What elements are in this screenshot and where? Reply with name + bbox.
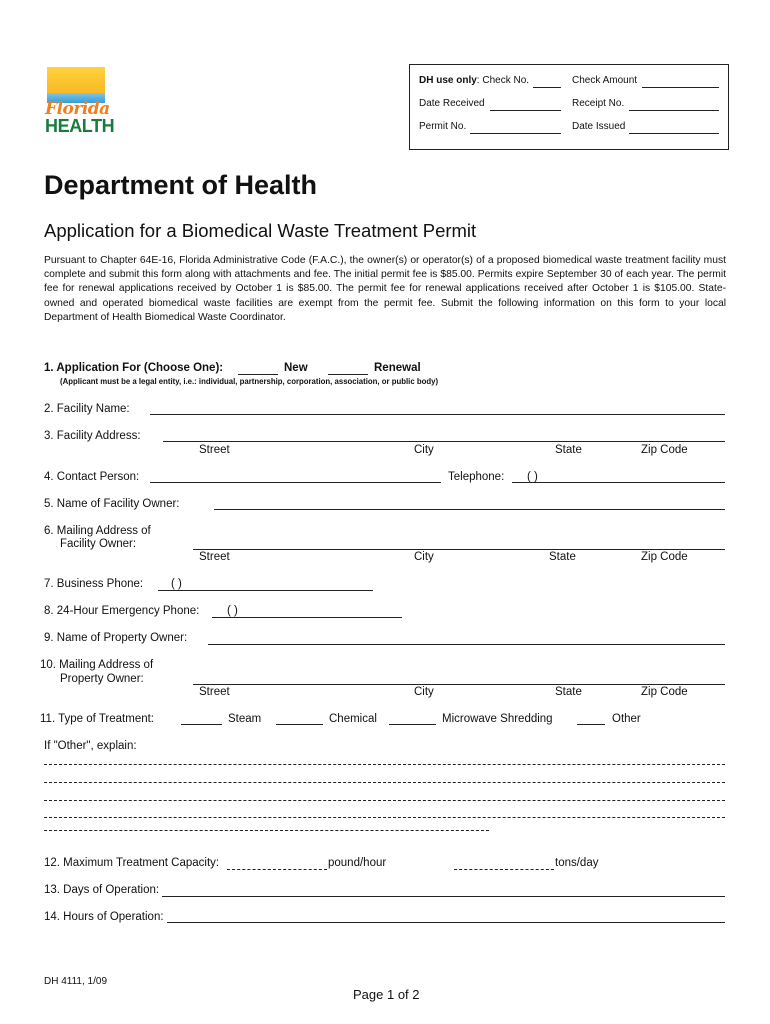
facility-owner-mailing-field[interactable] — [193, 549, 725, 550]
telephone-area-code: ( ) — [527, 471, 538, 483]
office-use-box — [409, 64, 729, 150]
chemical-checkbox-field[interactable] — [276, 724, 323, 725]
logo-florida-text: Florida — [45, 99, 110, 119]
q12-label: 12. Maximum Treatment Capacity: — [44, 857, 220, 869]
emergency-phone-field[interactable] — [212, 617, 402, 618]
q1-label: 1. Application For (Choose One): — [44, 362, 224, 374]
permit-no-field[interactable] — [470, 133, 561, 134]
city-label: City — [414, 444, 434, 456]
explain-line-1[interactable] — [44, 764, 725, 765]
city-label: City — [414, 551, 434, 563]
steam-checkbox-field[interactable] — [181, 724, 222, 725]
legal-entity-note: (Applicant must be a legal entity, i.e.: individual, partnership, corporation, association, or public body) — [60, 377, 439, 386]
q2-label: 2. Facility Name: — [44, 403, 130, 415]
business-phone-area-code: ( ) — [171, 578, 182, 590]
explain-line-4[interactable] — [44, 817, 725, 818]
q6-label-line2: Facility Owner: — [60, 538, 137, 550]
page-title: Department of Health — [44, 170, 318, 200]
q7-label: 7. Business Phone: — [44, 578, 144, 590]
new-option-label: New — [284, 362, 308, 374]
q6-label-line1: 6. Mailing Address of — [44, 525, 151, 537]
tons-per-day-field[interactable] — [454, 869, 554, 870]
intro-paragraph: Pursuant to Chapter 64E-16, Florida Administrative Code (F.A.C.), the owner(s) or operator(s) of a proposed biomedical waste treatment facility must complete and submit this form along with attachments and fee. The initial permit fee is $85.00. Permits expire September 30 of each year. The permit fee for renewal applications received by October 1 is $85.00. The permit fee for renewal applications received after October 1 is $105.00. State-owned and operated biomedical waste facilities are exempt from the permit fee. Submit the following information on this form to your local Department of Health Biomedical Waste Coordinator. — [44, 255, 726, 323]
q14-label: 14. Hours of Operation: — [44, 911, 164, 923]
microwave-shredding-option: Microwave Shredding — [442, 713, 553, 725]
street-label: Street — [199, 551, 230, 563]
state-label: State — [549, 551, 576, 563]
q11-label: 11. Type of Treatment: — [40, 713, 155, 725]
street-label: Street — [199, 686, 230, 698]
check-amount-field[interactable] — [642, 87, 719, 88]
pound-hour-unit: pound/hour — [328, 857, 387, 869]
zip-label: Zip Code — [641, 551, 688, 563]
receipt-no-label: Receipt No. — [572, 98, 625, 109]
q13-label: 13. Days of Operation: — [44, 884, 160, 896]
new-checkbox-field[interactable] — [238, 374, 278, 375]
chemical-option: Chemical — [329, 713, 377, 725]
renewal-option-label: Renewal — [374, 362, 421, 374]
pound-per-hour-field[interactable] — [227, 869, 327, 870]
check-amount-label: Check Amount — [572, 75, 638, 86]
other-explain-label: If "Other", explain: — [44, 740, 137, 752]
date-received-label: Date Received — [419, 98, 485, 109]
zip-label: Zip Code — [641, 686, 688, 698]
check-no-label: DH use only: Check No. — [419, 75, 530, 86]
form-id: DH 4111, 1/09 — [44, 976, 108, 987]
telephone-field[interactable] — [512, 482, 725, 483]
zip-label: Zip Code — [641, 444, 688, 456]
q4-label: 4. Contact Person: — [44, 471, 140, 483]
state-label: State — [555, 444, 582, 456]
facility-address-field[interactable] — [163, 441, 725, 442]
facility-name-field[interactable] — [150, 414, 725, 415]
page-number: Page 1 of 2 — [353, 987, 420, 1002]
facility-owner-field[interactable] — [214, 509, 725, 510]
explain-line-3[interactable] — [44, 800, 725, 801]
emergency-phone-area-code: ( ) — [227, 605, 238, 617]
property-owner-mailing-field[interactable] — [193, 684, 725, 685]
form-subtitle: Application for a Biomedical Waste Treatment Permit — [44, 220, 477, 241]
days-of-operation-field[interactable] — [162, 896, 725, 897]
business-phone-field[interactable] — [158, 590, 373, 591]
date-issued-field[interactable] — [629, 133, 719, 134]
street-label: Street — [199, 444, 230, 456]
tons-day-unit: tons/day — [555, 857, 599, 869]
receipt-no-field[interactable] — [629, 110, 719, 111]
florida-health-logo — [45, 67, 115, 136]
renewal-checkbox-field[interactable] — [328, 374, 368, 375]
contact-person-field[interactable] — [150, 482, 441, 483]
other-option: Other — [612, 713, 641, 725]
logo-health-text: HEALTH — [45, 116, 115, 136]
hours-of-operation-field[interactable] — [167, 922, 725, 923]
city-label: City — [414, 686, 434, 698]
property-owner-field[interactable] — [208, 644, 725, 645]
permit-no-label: Permit No. — [419, 121, 467, 132]
state-label: State — [555, 686, 582, 698]
q10-label-line1: 10. Mailing Address of — [40, 659, 154, 671]
q8-label: 8. 24-Hour Emergency Phone: — [44, 605, 200, 617]
q10-label-line2: Property Owner: — [60, 673, 144, 685]
other-checkbox-field[interactable] — [577, 724, 605, 725]
q3-label: 3. Facility Address: — [44, 430, 141, 442]
telephone-label: Telephone: — [448, 471, 505, 483]
q9-label: 9. Name of Property Owner: — [44, 632, 188, 644]
check-no-field[interactable] — [533, 87, 561, 88]
explain-line-5[interactable] — [44, 830, 489, 831]
q5-label: 5. Name of Facility Owner: — [44, 498, 180, 510]
date-received-field[interactable] — [490, 110, 561, 111]
date-issued-label: Date Issued — [572, 121, 626, 132]
explain-line-2[interactable] — [44, 782, 725, 783]
microwave-checkbox-field[interactable] — [389, 724, 436, 725]
steam-option: Steam — [228, 713, 262, 725]
